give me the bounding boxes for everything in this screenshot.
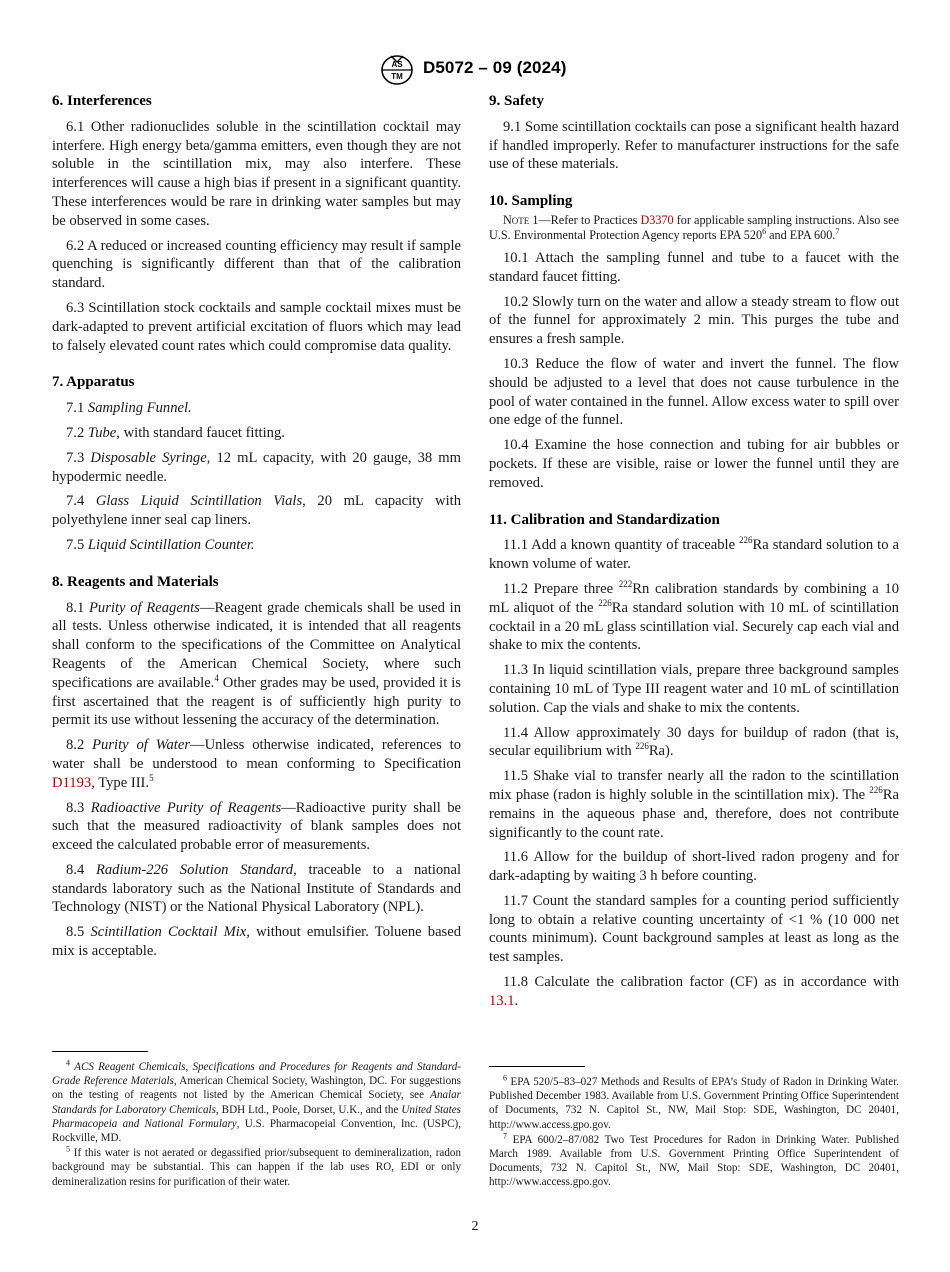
document-designation: D5072 – 09 (2024) (423, 58, 567, 77)
paragraph-7-5: 7.5 Liquid Scintillation Counter. (66, 536, 255, 553)
right-column (489, 92, 899, 1017)
section-title: 9. Safety (489, 93, 544, 109)
paragraph-8-1: 8.1 Purity of Reagents—Reagent grade chemicals shall be used in all tests. Unless otherwise indicated, it is intended that all reagents shall conform to the specifications of the Committee on Analytical Reagents of the American Chemical Society, where such specifications are available.$^4$ Other grades may be used, provided it is first ascertained that the reagent is of sufficiently high purity to permit its use without lessening the accuracy of the determination. (52, 599, 461, 729)
paragraph-8-3: 8.3 Radioactive Purity of Reagents—Radioactive purity shall be such that the measured radioactivity of blank samples does not exceed the calculated probable error of measurements. (52, 799, 461, 854)
paragraph-11-8: 11.8 Calculate the calibration factor (CF) as in accordance with 13.1. (489, 974, 899, 1009)
link-d3370[interactable]: D3370 (640, 212, 674, 227)
svg-text:AS: AS (391, 60, 403, 69)
section-title: 11. Calibration and Standardization (489, 511, 720, 528)
paragraph-10-3: 10.3 Reduce the flow of water and invert the funnel. The flow should be adjusted to a level that does not cause turbulence in the pool of water contained in the funnel. Allow excess water to spill over one edge of the funnel. (489, 355, 899, 429)
paragraph-6-2: 6.2 A reduced or increased counting efficiency may result if sample quenching is significantly different than that of the calibration standard. (52, 237, 461, 292)
paragraph-11-5: 11.5 Shake vial to transfer nearly all the radon to the scintillation mix phase (radon is highly soluble in the scintillation mix). The $^{226}$Ra remains in the aqueous phase and, therefore, does not contribute significantly to the count rate. (489, 768, 899, 841)
paragraph-6-3: 6.3 Scintillation stock cocktails and sample cocktail mixes must be dark-adapted to prevent artificial excitation of fluors which may lead to falsely elevated count rates which could compromise data quality. (52, 299, 461, 354)
paragraph-8-2: 8.2 Purity of Water—Unless otherwise indicated, references to water shall be understood to mean conforming to Specification D1193, Type III.$^5$ (52, 737, 461, 791)
right-footnotes (489, 1066, 899, 1191)
section-title: 8. Reagents and Materials (52, 573, 219, 590)
paragraph-6-1: 6.1 Other radionuclides soluble in the scintillation cocktail may interfere. High energy beta/gamma emitters, even though they are not soluble in the scintillation mix, may also interfere. These interferences will cause a high bias if present in a significant quantity. These interferences would be rare in drinking water samples but may be observed in some cases. (52, 118, 461, 229)
section-title: 7. Apparatus (52, 374, 135, 391)
svg-text:TM: TM (391, 72, 403, 81)
link-d1193[interactable]: D1193 (52, 774, 92, 791)
section-title: 6. Interferences (52, 93, 152, 109)
section-title: 10. Sampling (489, 193, 573, 210)
page-number: 2 (471, 1219, 479, 1234)
left-column (52, 92, 461, 967)
paragraph-11-6: 11.6 Allow for the buildup of short-lived radon progeny and for dark-adapting by waiting 3 h before counting. (489, 849, 899, 885)
note-1: Note 1—Refer to Practices D3370 for applicable sampling instructions. Also see U.S. Environmental Protection Agency reports EPA 520$^6$ and EPA 600.$^7$ (489, 212, 899, 242)
paragraph-11-7: 11.7 Count the standard samples for a counting period sufficiently long to obtain a relative counting uncertainty of <1 % (10 000 net counts minimum). Count background samples at least as long as the test samples. (489, 892, 899, 966)
paragraph-8-4: 8.4 Radium-226 Solution Standard, traceable to a national standards laboratory such as the National Institute of Standards and Technology (NIST) or the National Physical Laboratory (NPL). (52, 861, 462, 916)
link-13-1[interactable]: 13.1 (489, 992, 515, 1009)
footnote-divider (489, 1066, 585, 1067)
paragraph-8-5: 8.5 Scintillation Cocktail Mix, without emulsifier. Toluene based mix is acceptable. (52, 924, 461, 960)
page-header (0, 54, 950, 86)
left-footnotes (52, 1051, 461, 1190)
paragraph-7-1: 7.1 Sampling Funnel. (66, 400, 192, 417)
footnote-5: $^5$ If this water is not aerated or degassified prior/subsequent to demineralization, radon background may be substantial. This can happen if the lab uses RO, EDI or only demineralization resins for purification of their water. (52, 1144, 462, 1188)
paragraph-7-3: 7.3 Disposable Syringe, 12 mL capacity, with 20 gauge, 38 mm hypodermic needle. (52, 449, 461, 485)
paragraph-10-1: 10.1 Attach the sampling funnel and tube to a faucet with the standard faucet fitting. (489, 249, 899, 285)
paragraph-10-2: 10.2 Slowly turn on the water and allow a steady stream to flow out of the funnel for approximately 2 min. This purges the tube and ensures a fresh sample. (489, 293, 899, 348)
footnote-6: $^6$ EPA 520/5–83–027 Methods and Results of EPA’s Study of Radon in Drinking Water. Published December 1983. Available from U.S. Government Printing Office Superintendent of Documents, 732 N. Capitol St., NW, Mail Stop: SDE, Washington, DC 20401, http://www.access.gpo.gov. (489, 1073, 899, 1131)
paragraph-10-4: 10.4 Examine the hose connection and tubing for air bubbles or pockets. If these are visible, raise or lower the funnel until they are removed. (489, 437, 899, 491)
paragraph-11-2: 11.2 Prepare three $^{222}$Rn calibration standards by combining a 10 mL aliquot of the $^{226}$Ra standard solution with 10 mL of scintillation cocktail in a 20 mL glass scintillation vial. Securely cap each vial and shake to mix the contents. (489, 579, 899, 654)
footnote-divider (52, 1051, 148, 1052)
footnote-4: $^4$ ACS Reagent Chemicals, Specifications and Procedures for Reagents and Standard-Grade Reference Materials, American Chemical Society, Washington, DC. For suggestions on the testing of reagents not listed by the American Chemical Society, see Analar Standards for Laboratory Chemicals, BDH Ltd., Poole, Dorset, U.K., and the United States Pharmacopeia and National Formulary, U.S. Pharmacopeial Convention, Inc. (USPC), Rockville, MD. (52, 1058, 462, 1145)
paragraph-7-2: 7.2 Tube, with standard faucet fitting. (66, 424, 285, 441)
paragraph-7-4: 7.4 Glass Liquid Scintillation Vials, 20 mL capacity with polyethylene inner seal cap liners. (52, 493, 461, 529)
paragraph-11-4: 11.4 Allow approximately 30 days for buildup of radon (that is, secular equilibrium with $^{226}$Ra). (489, 724, 899, 760)
paragraph-9-1: 9.1 Some scintillation cocktails can pose a significant health hazard if handled improperly. Refer to manufacturer instructions for the safe use of these materials. (489, 118, 899, 173)
footnote-7: $^7$ EPA 600/2–87/082 Two Test Procedures for Radon in Drinking Water. Published March 1989. Available from U.S. Government Printing Office Superintendent of Documents, 732 N. Capitol St., NW, Mail Stop: SDE, Washington, DC 20401, http://www.access.gpo.gov. (489, 1131, 900, 1189)
paragraph-11-3: 11.3 In liquid scintillation vials, prepare three background samples containing 10 mL of Type III reagent water and 10 mL of scintillation solution. Cap the vials and shake to mix the contents. (489, 662, 899, 716)
astm-logo-icon (379, 54, 415, 86)
paragraph-11-1: 11.1 Add a known quantity of traceable $^{226}$Ra standard solution to a known volume of water. (489, 535, 899, 573)
